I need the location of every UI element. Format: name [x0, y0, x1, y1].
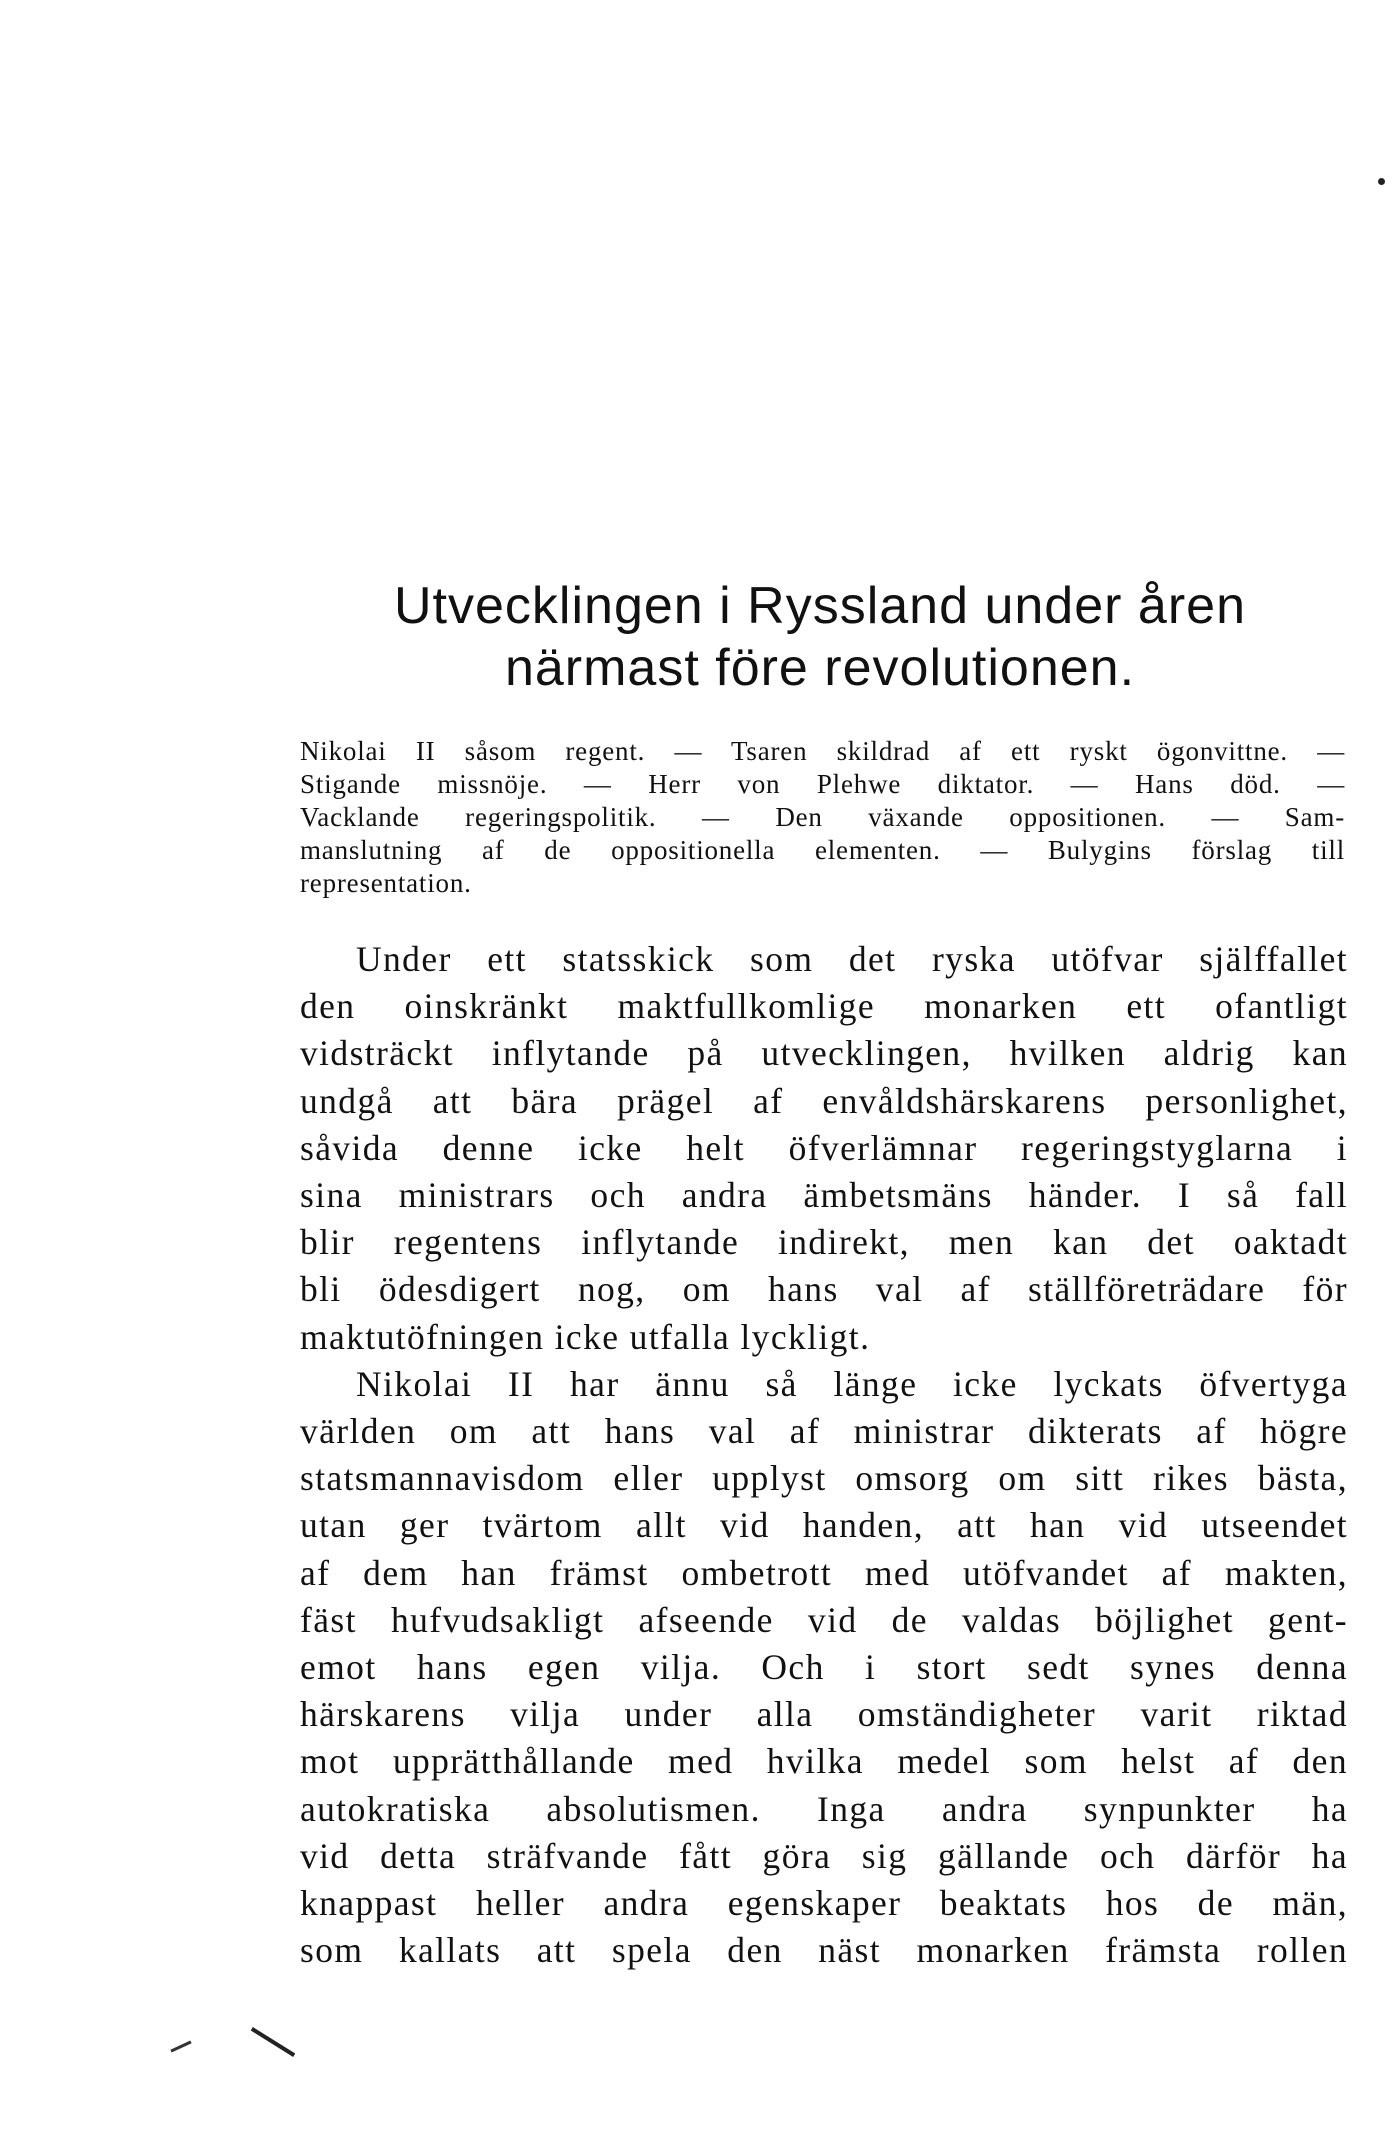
body-line: sina ministrars och andra ämbetsmäns händer. I så fall [300, 1175, 1348, 1216]
summary-line: Stigande missnöje. — Herr von Plehwe diktator. — Hans död. — [300, 769, 1345, 799]
body-line: utan ger tvärtom allt vid handen, att han vid utseendet [300, 1505, 1348, 1546]
body-line: mot upprätthållande med hvilka medel som helst af den [300, 1741, 1348, 1782]
body-line: undgå att bära prägel af envåldshärskarens personlighet, [300, 1080, 1348, 1121]
body-line: Nikolai II har ännu så länge icke lyckats öfvertyga [356, 1363, 1348, 1404]
ink-speck [1378, 178, 1385, 185]
summary-line: Vacklande regeringspolitik. — Den växande oppositionen. — Sam- [300, 802, 1345, 832]
chapter-heading-line-2: närmast före revolutionen. [504, 639, 1136, 697]
body-text [300, 936, 1348, 1974]
body-line: den oinskränkt maktfullkomlige monarken ett ofantligt [300, 986, 1348, 1027]
body-line: autokratiska absolutismen. Inga andra synpunkter ha [300, 1788, 1348, 1829]
body-line: blir regentens inflytande indirekt, men kan det oaktadt [300, 1222, 1348, 1263]
body-line: vidsträckt inflytande på utvecklingen, hvilken aldrig kan [300, 1033, 1348, 1074]
chapter-heading-line-1: Utvecklingen i Ryssland under åren [394, 577, 1246, 635]
body-line: såvida denne icke helt öfverlämnar regeringstyglarna i [300, 1127, 1348, 1168]
summary-line: manslutning af de oppositionella elementen. — Bulygins förslag till [300, 835, 1345, 865]
summary-line: Nikolai II såsom regent. — Tsaren skildrad af ett ryskt ögonvittne. — [300, 736, 1345, 766]
body-line: härskarens vilja under alla omständigheter varit riktad [300, 1694, 1348, 1735]
chapter-summary [300, 735, 1345, 900]
body-line: bli ödesdigert nog, om hans val af ställföreträdare för [300, 1269, 1348, 1310]
body-line: maktutöfningen icke utfalla lyckligt. [300, 1316, 871, 1357]
body-line: Under ett statsskick som det ryska utöfvar själffallet [356, 939, 1348, 979]
body-line: vid detta sträfvande fått göra sig gällande och därför ha [300, 1835, 1348, 1876]
body-line: statsmannavisdom eller upplyst omsorg om sitt rikes bästa, [300, 1458, 1348, 1499]
body-line: af dem han främst ombetrott med utöfvandet af makten, [300, 1552, 1348, 1593]
body-line: knappast heller andra egenskaper beaktats hos de män, [300, 1883, 1348, 1924]
body-line: som kallats att spela den näst monarken främsta rollen [300, 1930, 1348, 1971]
body-line: emot hans egen vilja. Och i stort sedt synes denna [300, 1647, 1348, 1688]
summary-line: representation. [300, 868, 472, 898]
body-line: världen om att hans val af ministrar dikterats af högre [300, 1411, 1348, 1452]
scan-artifact [251, 2027, 296, 2057]
chapter-heading [300, 575, 1340, 699]
body-line: fäst hufvudsakligt afseende vid de valdas böjlighet gent- [300, 1599, 1348, 1640]
scan-artifact [170, 2040, 191, 2052]
